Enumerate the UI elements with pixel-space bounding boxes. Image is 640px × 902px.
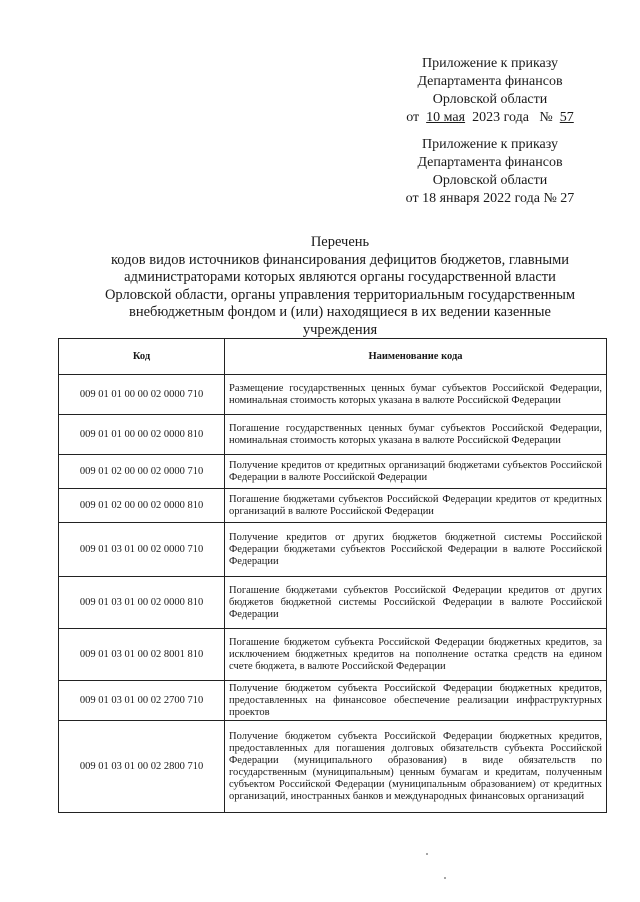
table-row xyxy=(59,375,607,415)
title-line: Орловской области, органы управления территориальным государственным xyxy=(104,286,576,303)
name-cell: Размещение государственных ценных бумаг субъектов Российской Федерации, номинальная стоимость которых указана в валюте Российской Федерации xyxy=(225,375,607,415)
name-cell: Погашение бюджетами субъектов Российской Федерации кредитов от кредитных организаций в валюте Российской Федерации xyxy=(225,489,607,523)
order-date: 10 мая xyxy=(426,110,466,125)
header-name: Наименование кода xyxy=(225,339,607,375)
scan-speck xyxy=(426,853,428,855)
title-line: внебюджетным фондом и (или) находящиеся в их ведении казенные xyxy=(129,304,551,320)
title-line: Перечень xyxy=(310,234,370,250)
order-number: 57 xyxy=(559,110,574,125)
table-row xyxy=(59,629,607,681)
title-line: администраторами которых являются органы государственной власти xyxy=(124,269,556,285)
name-cell: Получение кредитов от кредитных организаций бюджетами субъектов Российской Федерации в валюте Российской Федерации xyxy=(225,455,607,489)
title-line: кодов видов источников финансирования дефицитов бюджетов, главными xyxy=(110,251,570,268)
code-cell: 009 01 03 01 00 02 0000 710 xyxy=(59,523,225,577)
table-row xyxy=(59,577,607,629)
name-cell: Получение бюджетом субъекта Российской Федерации бюджетных кредитов, предоставленных для погашения долговых обязательств субъекта Российской Федерации (муниципального образования) в виде обязательств по государственным (муниципальным) ценным бумагам и кредитам, полученным субъектом Российской Федерации (муниципальным образованием) от кредитных организаций, иностранных банков и международных финансовых организаций xyxy=(225,721,607,813)
code-cell: 009 01 03 01 00 02 2700 710 xyxy=(59,681,225,721)
table-row xyxy=(59,523,607,577)
date-prefix: от xyxy=(406,110,420,125)
name-cell: Получение бюджетом субъекта Российской Федерации бюджетных кредитов, предоставленных на финансовое обеспечение реализации инфраструктурных проектов xyxy=(225,681,607,721)
appendix-line: Приложение к приказу xyxy=(422,137,558,152)
table-row xyxy=(59,681,607,721)
table-header-row xyxy=(59,339,607,375)
code-cell: 009 01 02 00 00 02 0000 710 xyxy=(59,455,225,489)
appendix-date-line xyxy=(380,109,600,127)
appendix-line: Департамента финансов xyxy=(417,155,563,170)
name-cell: Получение кредитов от других бюджетов бюджетной системы Российской Федерации бюджетами субъектов Российской Федерации в валюте Российской Федерации xyxy=(225,523,607,577)
table-row xyxy=(59,455,607,489)
appendix-line: Орловской области xyxy=(432,173,548,188)
name-cell: Погашение бюджетами субъектов Российской Федерации кредитов от других бюджетов бюджетной системы Российской Федерации в валюте Российской Федерации xyxy=(225,577,607,629)
code-cell: 009 01 01 00 00 02 0000 710 xyxy=(59,375,225,415)
document-title xyxy=(80,234,600,339)
code-cell: 009 01 02 00 00 02 0000 810 xyxy=(59,489,225,523)
appendix-line: Приложение к приказу xyxy=(422,56,558,71)
appendix-line: от 18 января 2022 года № 27 xyxy=(405,191,575,206)
codes-table xyxy=(58,338,607,813)
header-code: Код xyxy=(59,339,225,375)
title-line: учреждения xyxy=(302,321,378,338)
appendix-previous-header xyxy=(380,136,600,208)
table-row xyxy=(59,721,607,813)
order-year: 2023 года xyxy=(472,110,529,125)
appendix-line: Орловской области xyxy=(432,92,548,107)
appendix-current-header xyxy=(380,55,600,127)
name-cell: Погашение государственных ценных бумаг субъектов Российской Федерации, номинальная стоимость которых указана в валюте Российской Федерации xyxy=(225,415,607,455)
appendix-line: Департамента финансов xyxy=(417,74,563,89)
table-row xyxy=(59,489,607,523)
scan-speck xyxy=(444,877,446,879)
code-cell: 009 01 03 01 00 02 8001 810 xyxy=(59,629,225,681)
code-cell: 009 01 03 01 00 02 0000 810 xyxy=(59,577,225,629)
name-cell: Погашение бюджетом субъекта Российской Федерации бюджетных кредитов, за исключением бюджетных кредитов на пополнение остатка средств на едином счете бюджета, в валюте Российской Федерации xyxy=(225,629,607,681)
code-cell: 009 01 01 00 00 02 0000 810 xyxy=(59,415,225,455)
number-sign: № xyxy=(539,110,553,125)
table-row xyxy=(59,415,607,455)
code-cell: 009 01 03 01 00 02 2800 710 xyxy=(59,721,225,813)
